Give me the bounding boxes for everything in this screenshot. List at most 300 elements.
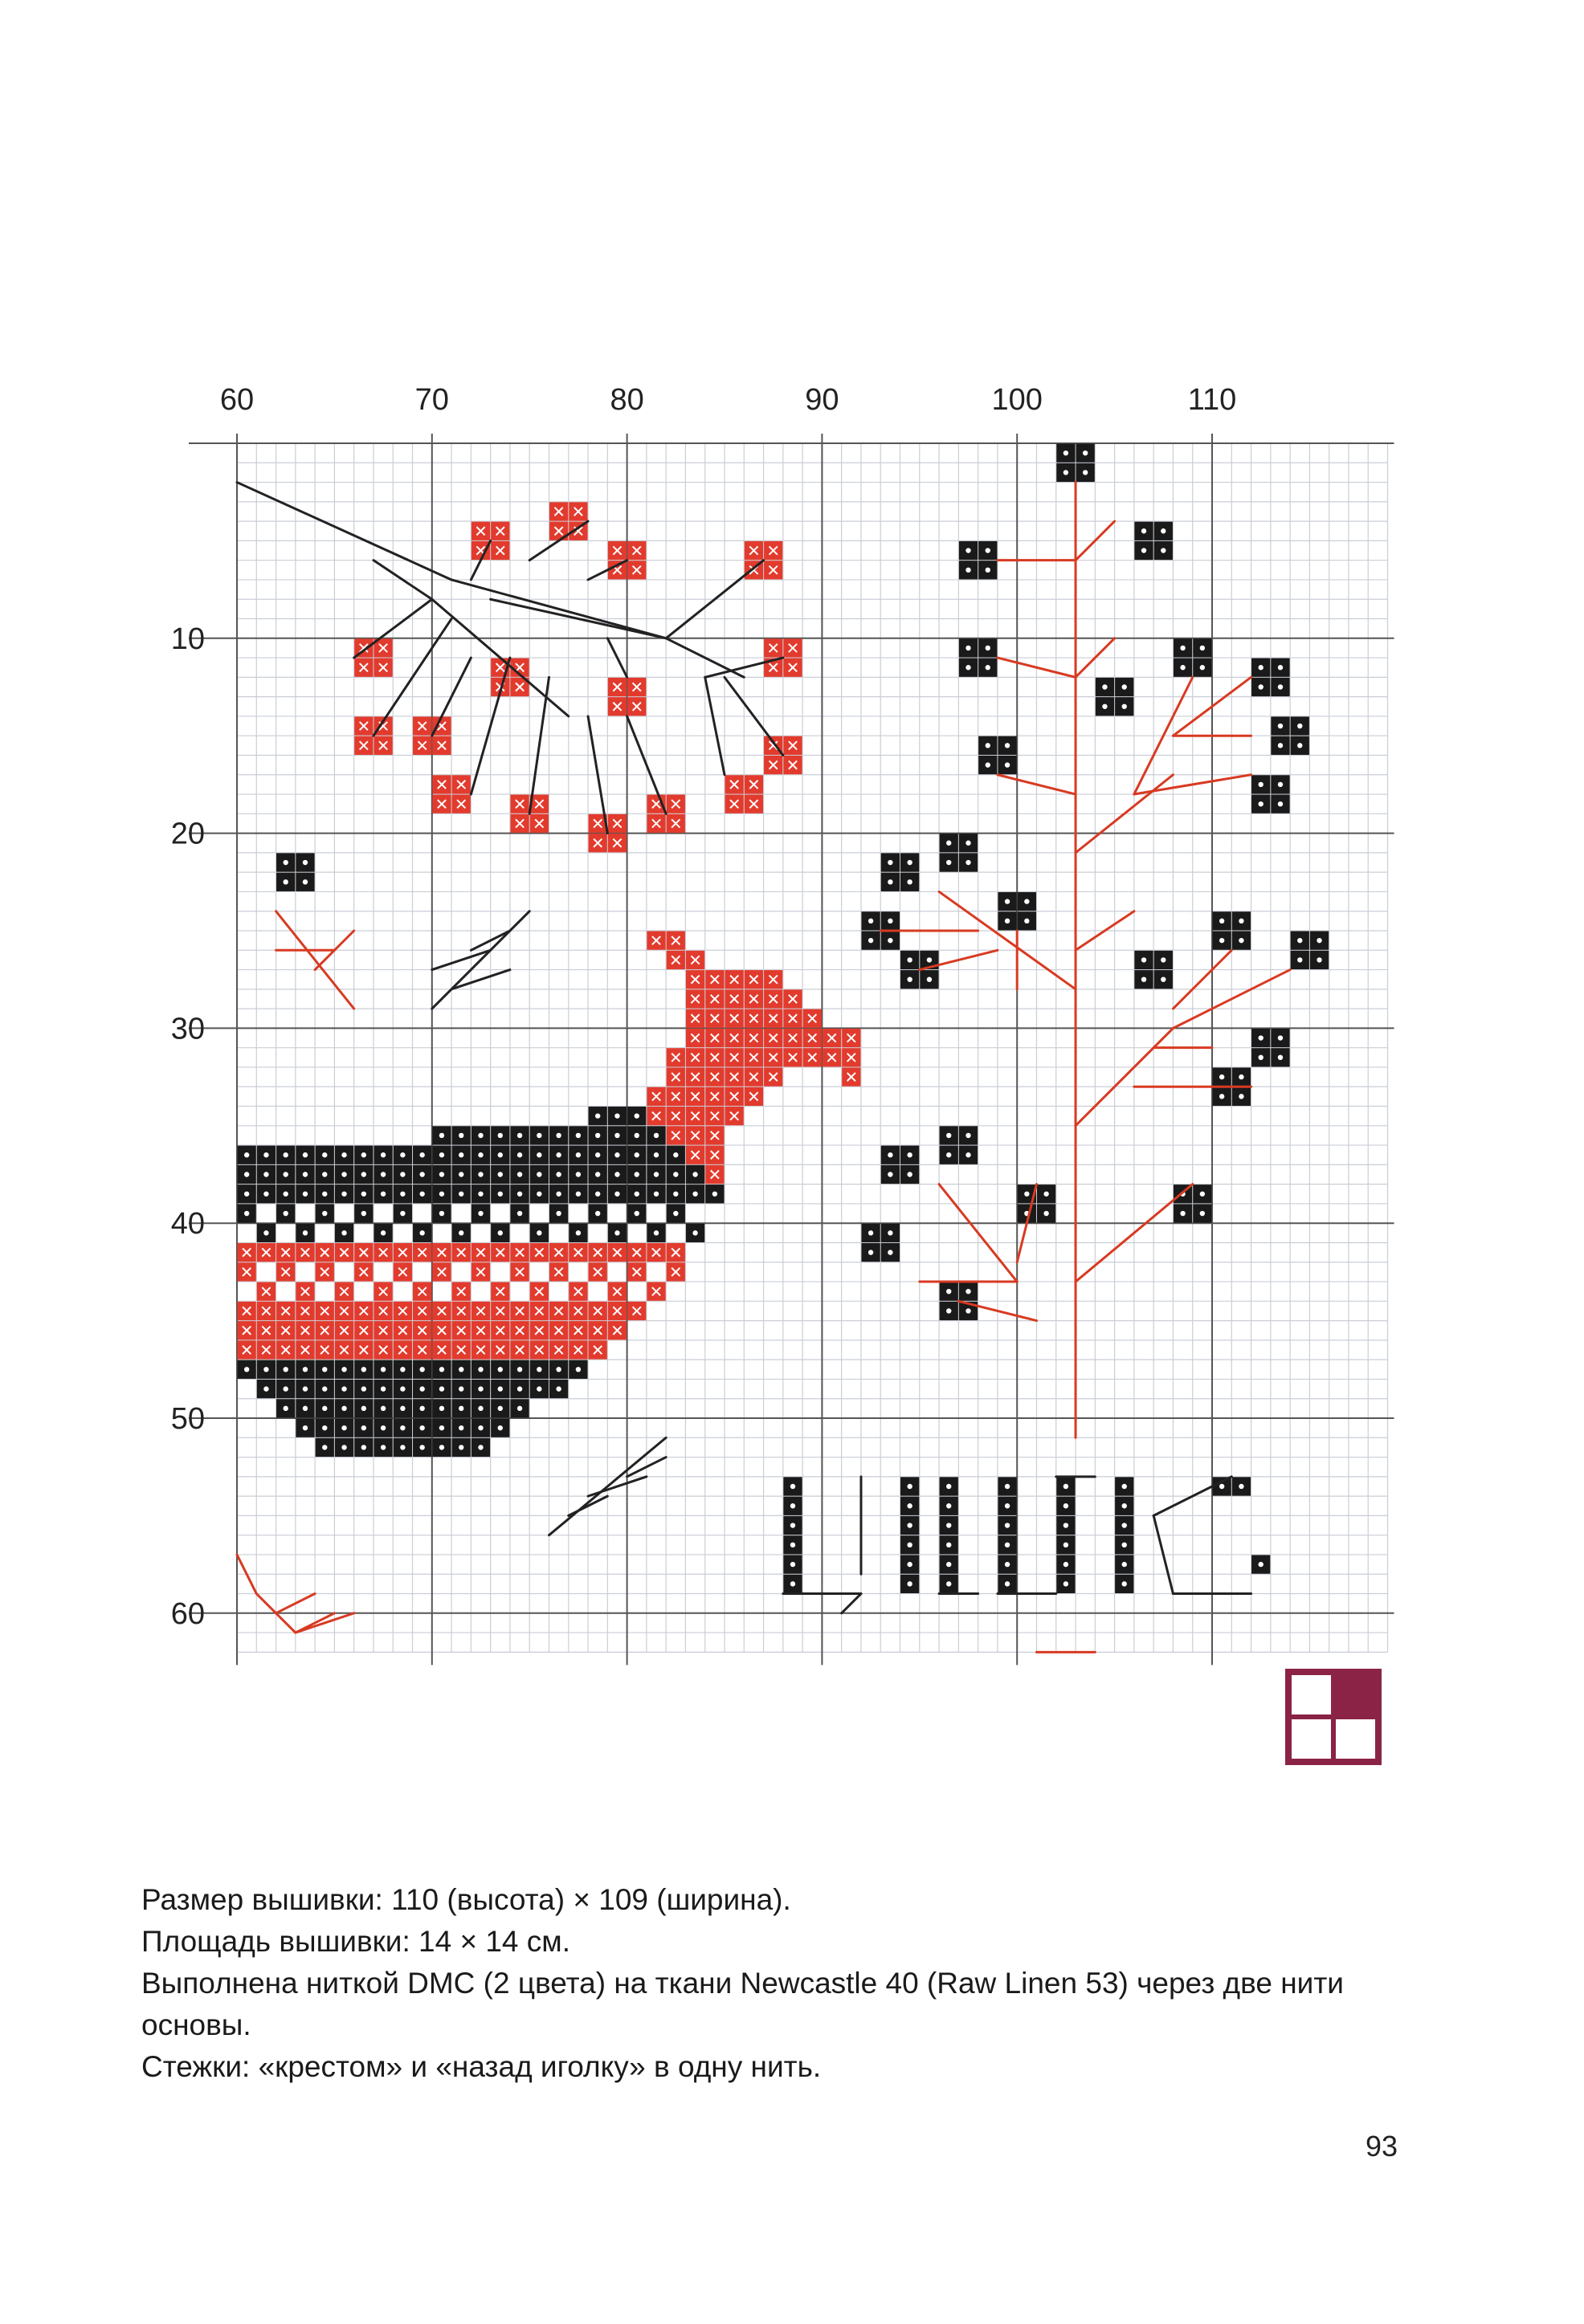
red-cross-stitch (589, 1262, 607, 1281)
red-cross-stitch (452, 1282, 471, 1301)
red-cross-stitch (667, 1048, 685, 1066)
branch-backstitch (705, 677, 725, 774)
black-dot-stitch (978, 541, 997, 560)
black-dot-stitch (940, 834, 958, 852)
black-dot-stitch (900, 1555, 919, 1573)
black-dot-stitch (316, 1438, 334, 1457)
red-cross-stitch (745, 1009, 763, 1028)
red-cross-stitch (667, 951, 685, 969)
red-cross-stitch (432, 1302, 451, 1320)
red-cross-stitch (316, 1302, 334, 1320)
caption-material: Выполнена ниткой DMC (2 цвета) на ткани Newcastle 40 (Raw Linen 53) через две нити основы. (141, 1967, 1344, 2041)
red-cross-stitch (686, 951, 704, 969)
black-dot-stitch (569, 1146, 587, 1164)
x-axis-label: 70 (414, 383, 449, 417)
red-cross-stitch (842, 1029, 860, 1047)
black-dot-stitch (569, 1184, 587, 1203)
red-cross-stitch (374, 658, 392, 677)
red-cross-stitch (803, 1048, 822, 1066)
red-cross-stitch (354, 716, 373, 735)
red-cross-stitch (238, 1243, 256, 1262)
black-dot-stitch (940, 1282, 958, 1301)
red-cross-stitch (783, 638, 802, 657)
black-dot-stitch (1056, 1477, 1075, 1495)
red-cross-stitch (647, 1282, 665, 1301)
black-dot-stitch (238, 1146, 256, 1164)
black-dot-stitch (940, 1477, 958, 1495)
black-dot-stitch (335, 1399, 353, 1417)
black-dot-stitch (1291, 736, 1309, 755)
black-dot-stitch (647, 1224, 665, 1242)
red-cross-stitch (491, 541, 509, 560)
red-cross-stitch (745, 1029, 763, 1047)
black-dot-stitch (354, 1146, 373, 1164)
red-cross-stitch (530, 1282, 549, 1301)
black-dot-stitch (510, 1360, 529, 1379)
black-dot-stitch (647, 1184, 665, 1203)
black-dot-stitch (296, 1399, 314, 1417)
black-dot-stitch (900, 970, 919, 989)
black-dot-stitch (335, 1184, 353, 1203)
feather-backstitch (296, 1613, 354, 1633)
black-dot-stitch (1251, 1048, 1270, 1066)
page-number: 93 (1366, 2130, 1398, 2163)
black-dot-stitch (1096, 678, 1114, 696)
black-dot-stitch (335, 1146, 353, 1164)
black-dot-stitch (1056, 1555, 1075, 1573)
red-cross-stitch (686, 1146, 704, 1164)
red-cross-stitch (667, 814, 685, 833)
red-cross-stitch (608, 697, 627, 716)
red-cross-stitch (257, 1243, 276, 1262)
black-dot-stitch (861, 911, 880, 930)
black-dot-stitch (1076, 463, 1095, 482)
red-cross-stitch (608, 1302, 627, 1320)
black-dot-stitch (491, 1380, 509, 1398)
red-cross-stitch (667, 1262, 685, 1281)
black-dot-stitch (276, 1360, 295, 1379)
black-dot-stitch (510, 1204, 529, 1222)
black-dot-stitch (881, 911, 900, 930)
black-dot-stitch (238, 1165, 256, 1184)
red-cross-stitch (764, 1067, 782, 1086)
red-cross-stitch (783, 1009, 802, 1028)
black-dot-stitch (276, 1399, 295, 1417)
black-dot-stitch (276, 1184, 295, 1203)
black-dot-stitch (881, 873, 900, 891)
black-dot-stitch (394, 1165, 412, 1184)
black-dot-stitch (316, 1380, 334, 1398)
black-dot-stitch (900, 873, 919, 891)
red-cross-stitch (354, 658, 373, 677)
black-dot-stitch (257, 1184, 276, 1203)
black-dot-stitch (959, 561, 978, 579)
red-cross-stitch (608, 1282, 627, 1301)
black-dot-stitch (354, 1204, 373, 1222)
black-dot-stitch (257, 1360, 276, 1379)
red-cross-stitch (491, 1243, 509, 1262)
black-dot-stitch (413, 1399, 431, 1417)
red-cross-stitch (276, 1243, 295, 1262)
red-cross-stitch (764, 561, 782, 579)
black-dot-stitch (1232, 1067, 1251, 1086)
x-axis-label: 90 (805, 383, 839, 417)
y-axis-label: 30 (170, 1012, 205, 1046)
red-cross-stitch (705, 1029, 724, 1047)
black-dot-stitch (394, 1146, 412, 1164)
black-dot-stitch (1251, 1029, 1270, 1047)
black-dot-stitch (374, 1438, 392, 1457)
black-dot-stitch (1056, 1535, 1075, 1554)
black-dot-stitch (374, 1399, 392, 1417)
black-dot-stitch (276, 1146, 295, 1164)
black-dot-stitch (549, 1380, 568, 1398)
red-cross-stitch (725, 989, 744, 1008)
red-cross-stitch (705, 1126, 724, 1144)
black-dot-stitch (940, 1516, 958, 1535)
red-cross-stitch (549, 1321, 568, 1339)
red-cross-stitch (764, 756, 782, 774)
black-dot-stitch (608, 1165, 627, 1184)
black-dot-stitch (316, 1360, 334, 1379)
red-cross-stitch (783, 658, 802, 677)
black-dot-stitch (1056, 463, 1075, 482)
red-cross-stitch (335, 1243, 353, 1262)
black-dot-stitch (959, 853, 978, 871)
black-dot-stitch (900, 853, 919, 871)
black-dot-stitch (589, 1165, 607, 1184)
black-dot-stitch (940, 1555, 958, 1573)
black-dot-stitch (900, 1165, 919, 1184)
red-cross-stitch (803, 1029, 822, 1047)
red-cross-stitch (491, 1282, 509, 1301)
red-cross-stitch (394, 1302, 412, 1320)
black-dot-stitch (1115, 1555, 1133, 1573)
red-cross-stitch (530, 1302, 549, 1320)
red-cross-stitch (354, 1340, 373, 1359)
red-cross-stitch (783, 1029, 802, 1047)
red-cross-stitch (354, 1321, 373, 1339)
black-dot-stitch (705, 1184, 724, 1203)
black-dot-stitch (394, 1204, 412, 1222)
black-dot-stitch (998, 1535, 1016, 1554)
black-dot-stitch (452, 1399, 471, 1417)
black-dot-stitch (1056, 1516, 1075, 1535)
black-dot-stitch (491, 1165, 509, 1184)
black-dot-stitch (1115, 1477, 1133, 1495)
red-cross-stitch (413, 1302, 431, 1320)
red-cross-stitch (374, 1302, 392, 1320)
black-dot-stitch (491, 1184, 509, 1203)
black-dot-stitch (413, 1184, 431, 1203)
red-cross-stitch (764, 989, 782, 1008)
black-dot-stitch (1251, 658, 1270, 677)
black-dot-stitch (1154, 970, 1173, 989)
black-dot-stitch (413, 1419, 431, 1437)
red-cross-stitch (354, 1302, 373, 1320)
red-cross-stitch (705, 1009, 724, 1028)
black-dot-stitch (589, 1146, 607, 1164)
black-dot-stitch (491, 1126, 509, 1144)
red-cross-stitch (257, 1302, 276, 1320)
black-dot-stitch (1310, 951, 1329, 969)
red-cross-stitch (705, 1146, 724, 1164)
lettering-backstitch (842, 1594, 861, 1613)
black-dot-stitch (472, 1360, 490, 1379)
black-dot-stitch (374, 1380, 392, 1398)
red-cross-stitch (686, 970, 704, 989)
red-cross-stitch (238, 1262, 256, 1281)
branch-backstitch (529, 677, 549, 813)
black-dot-stitch (998, 1497, 1016, 1515)
red-cross-stitch (296, 1243, 314, 1262)
black-dot-stitch (276, 873, 295, 891)
black-dot-stitch (1251, 775, 1270, 793)
black-dot-stitch (1076, 444, 1095, 463)
black-dot-stitch (1174, 658, 1192, 677)
black-dot-stitch (647, 1146, 665, 1164)
red-cross-stitch (432, 795, 451, 813)
red-cross-stitch (413, 716, 431, 735)
red-cross-stitch (686, 1087, 704, 1106)
x-axis-labels (220, 383, 1236, 417)
black-dot-stitch (627, 1165, 646, 1184)
red-cross-stitch (842, 1067, 860, 1086)
black-dot-stitch (1232, 1087, 1251, 1106)
black-dot-stitch (432, 1165, 451, 1184)
quadrant-bottom-left (1289, 1717, 1333, 1761)
black-dot-stitch (354, 1184, 373, 1203)
red-cross-stitch (608, 834, 627, 852)
red-cross-stitch (569, 1243, 587, 1262)
black-dot-stitch (940, 1535, 958, 1554)
red-cross-stitch (413, 1243, 431, 1262)
red-cross-stitch (394, 1340, 412, 1359)
black-dot-stitch (1232, 1477, 1251, 1495)
black-dot-stitch (667, 1165, 685, 1184)
red-cross-stitch (491, 1321, 509, 1339)
red-cross-stitch (589, 1321, 607, 1339)
red-cross-stitch (667, 1087, 685, 1106)
black-dot-stitch (1291, 951, 1309, 969)
black-dot-stitch (667, 1146, 685, 1164)
black-dot-stitch (276, 1204, 295, 1222)
black-dot-stitch (959, 658, 978, 677)
red-cross-stitch (452, 795, 471, 813)
black-dot-stitch (608, 1146, 627, 1164)
red-cross-stitch (452, 775, 471, 793)
red-cross-stitch (647, 1087, 665, 1106)
black-dot-stitch (472, 1204, 490, 1222)
red-cross-stitch (783, 1048, 802, 1066)
black-dot-stitch (783, 1535, 802, 1554)
y-axis-label: 40 (170, 1207, 205, 1242)
red-cross-stitch (276, 1321, 295, 1339)
red-cross-stitch (725, 1087, 744, 1106)
black-dot-stitch (569, 1224, 587, 1242)
black-dot-stitch (432, 1399, 451, 1417)
red-cross-stitch (667, 932, 685, 950)
black-dot-stitch (296, 1184, 314, 1203)
red-cross-stitch (608, 1321, 627, 1339)
tree-backstitch (1076, 1028, 1173, 1125)
red-cross-stitch (491, 1302, 509, 1320)
black-dot-stitch (1193, 638, 1211, 657)
red-cross-stitch (510, 1262, 529, 1281)
black-dot-stitch (238, 1184, 256, 1203)
black-dot-stitch (959, 1146, 978, 1164)
red-cross-stitch (667, 1107, 685, 1125)
black-dot-stitch (296, 1380, 314, 1398)
red-cross-stitch (549, 502, 568, 520)
quadrant-bottom-right (1333, 1717, 1378, 1761)
red-cross-stitch (725, 1107, 744, 1125)
red-cross-stitch (491, 522, 509, 540)
red-cross-stitch (569, 1282, 587, 1301)
red-cross-stitch (589, 1243, 607, 1262)
red-cross-stitch (589, 834, 607, 852)
black-dot-stitch (510, 1184, 529, 1203)
black-dot-stitch (335, 1419, 353, 1437)
red-cross-stitch (647, 1243, 665, 1262)
black-dot-stitch (589, 1107, 607, 1125)
branch-backstitch (451, 580, 666, 638)
black-dot-stitch (1213, 1477, 1231, 1495)
black-dot-stitch (1037, 1204, 1055, 1222)
red-cross-stitch (686, 1067, 704, 1086)
black-dot-stitch (530, 1184, 549, 1203)
red-cross-stitch (238, 1340, 256, 1359)
black-dot-stitch (940, 1302, 958, 1320)
black-dot-stitch (452, 1438, 471, 1457)
black-dot-stitch (900, 1146, 919, 1164)
black-dot-stitch (394, 1438, 412, 1457)
red-cross-stitch (276, 1340, 295, 1359)
black-dot-stitch (276, 1165, 295, 1184)
red-cross-stitch (705, 989, 724, 1008)
black-dot-stitch (1174, 638, 1192, 657)
red-cross-stitch (335, 1302, 353, 1320)
red-cross-stitch (452, 1243, 471, 1262)
black-dot-stitch (472, 1126, 490, 1144)
black-dot-stitch (296, 853, 314, 871)
red-cross-stitch (276, 1302, 295, 1320)
red-cross-stitch (686, 1107, 704, 1125)
red-cross-stitch (276, 1262, 295, 1281)
black-dot-stitch (686, 1184, 704, 1203)
black-dot-stitch (998, 911, 1016, 930)
black-dot-stitch (472, 1165, 490, 1184)
black-dot-stitch (394, 1184, 412, 1203)
red-cross-stitch (705, 970, 724, 989)
black-dot-stitch (1251, 1555, 1270, 1573)
black-dot-stitch (627, 1204, 646, 1222)
quadrant-top-right (1333, 1673, 1378, 1717)
black-dot-stitch (354, 1438, 373, 1457)
red-cross-stitch (823, 1029, 841, 1047)
x-axis-label: 110 (1187, 383, 1237, 417)
red-cross-stitch (608, 678, 627, 696)
red-cross-stitch (413, 1282, 431, 1301)
black-dot-stitch (530, 1380, 549, 1398)
black-dot-stitch (940, 1146, 958, 1164)
red-cross-stitch (316, 1262, 334, 1281)
black-dot-stitch (783, 1477, 802, 1495)
red-cross-stitch (569, 1321, 587, 1339)
y-axis-label: 60 (170, 1596, 205, 1631)
red-cross-stitch (432, 736, 451, 755)
red-cross-stitch (432, 775, 451, 793)
black-dot-stitch (394, 1399, 412, 1417)
red-cross-stitch (725, 970, 744, 989)
black-dot-stitch (452, 1360, 471, 1379)
red-cross-stitch (432, 1340, 451, 1359)
black-dot-stitch (1310, 932, 1329, 950)
red-cross-stitch (823, 1048, 841, 1066)
black-dot-stitch (335, 1360, 353, 1379)
red-cross-stitch (374, 736, 392, 755)
red-cross-stitch (354, 1262, 373, 1281)
black-dot-stitch (316, 1204, 334, 1222)
black-dot-stitch (491, 1360, 509, 1379)
red-cross-stitch (335, 1340, 353, 1359)
black-dot-stitch (998, 892, 1016, 911)
black-dot-stitch (354, 1165, 373, 1184)
black-dot-stitch (510, 1146, 529, 1164)
black-dot-stitch (1154, 522, 1173, 540)
black-dot-stitch (549, 1204, 568, 1222)
branch-backstitch (237, 483, 451, 580)
black-dot-stitch (1251, 795, 1270, 813)
black-dot-stitch (510, 1380, 529, 1398)
red-cross-stitch (510, 814, 529, 833)
black-dot-stitch (1056, 1497, 1075, 1515)
black-dot-stitch (432, 1360, 451, 1379)
black-dot-stitch (1174, 1204, 1192, 1222)
red-cross-stitch (472, 1243, 490, 1262)
red-cross-stitch (491, 1340, 509, 1359)
black-dot-stitch (491, 1224, 509, 1242)
black-dot-stitch (316, 1399, 334, 1417)
red-cross-stitch (432, 1321, 451, 1339)
black-dot-stitch (472, 1399, 490, 1417)
black-dot-stitch (686, 1224, 704, 1242)
red-cross-stitch (725, 795, 744, 813)
red-cross-stitch (627, 541, 646, 560)
red-cross-stitch (686, 1126, 704, 1144)
black-dot-stitch (549, 1165, 568, 1184)
black-dot-stitch (608, 1126, 627, 1144)
black-dot-stitch (1018, 892, 1036, 911)
red-cross-stitch (316, 1243, 334, 1262)
black-dot-stitch (1291, 716, 1309, 735)
black-dot-stitch (881, 853, 900, 871)
red-cross-stitch (667, 1067, 685, 1086)
red-cross-stitch (589, 1340, 607, 1359)
black-dot-stitch (1291, 932, 1309, 950)
red-cross-stitch (296, 1282, 314, 1301)
red-cross-stitch (686, 989, 704, 1008)
black-dot-stitch (530, 1146, 549, 1164)
black-dot-stitch (569, 1360, 587, 1379)
black-dot-stitch (296, 1146, 314, 1164)
black-dot-stitch (413, 1438, 431, 1457)
red-cross-stitch (472, 541, 490, 560)
red-cross-stitch (764, 541, 782, 560)
black-dot-stitch (783, 1575, 802, 1593)
black-dot-stitch (627, 1184, 646, 1203)
pattern-caption (141, 1879, 1459, 2088)
